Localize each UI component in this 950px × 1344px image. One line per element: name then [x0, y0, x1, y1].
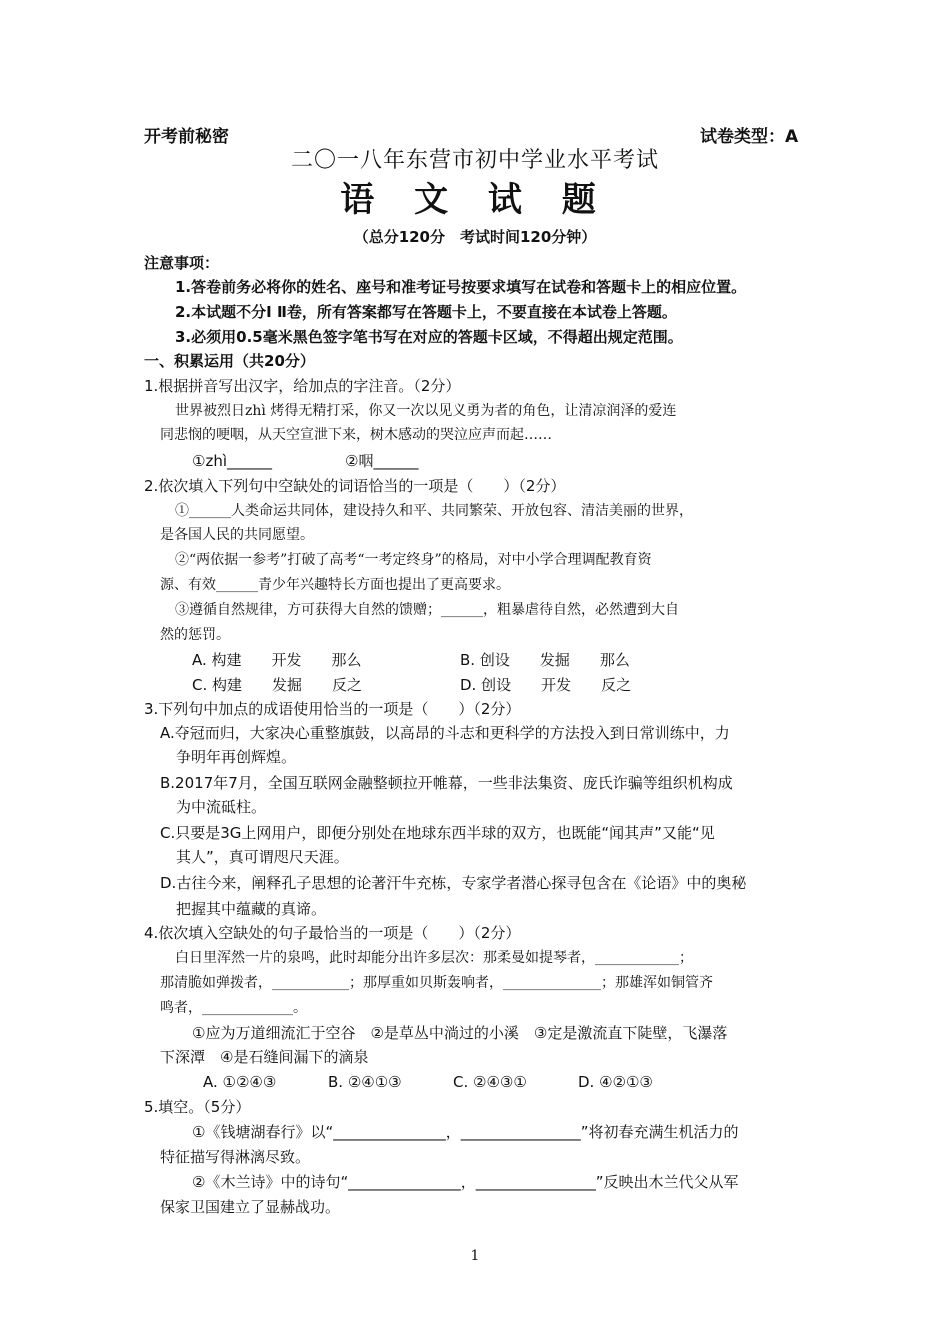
q4-text-line2: 那清脆如弹拨者，___________；那厚重如贝斯轰响者，______________；那雄浑如铜管齐 — [160, 975, 713, 991]
q4-text-line1: 白日里浑然一片的泉鸣，此时却能分出许多层次：那柔曼如提琴者，____________； — [175, 950, 693, 966]
q3-stem: 3.下列句中加点的成语使用恰当的一项是（ ）（2分） — [144, 700, 521, 718]
q2-option-c: C. 构建 发掘 反之 — [192, 676, 363, 694]
secret-label: 开考前秘密 — [144, 127, 229, 147]
q4-stem: 4.依次填入空缺处的句子最恰当的一项是（ ）（2分） — [144, 924, 521, 942]
section-heading: 一、积累运用（共20分） — [144, 352, 315, 370]
q2-sentence2-line1: ②“两依据一参考”打破了高考“一考定终身”的格局，对中小学合理调配教育资 — [175, 552, 652, 568]
q4-text-line3: 鸣者，_____________。 — [160, 1000, 307, 1016]
q1-blank-2: ②咽______ — [345, 452, 419, 470]
q5-item2-line2: 保家卫国建立了显赫战功。 — [160, 1198, 341, 1216]
q5-item2-line1: ②《木兰诗》中的诗句“_______________，________________”反映出木兰代父从军 — [192, 1173, 739, 1191]
q5-item1-line2: 特征描写得淋漓尽致。 — [160, 1148, 311, 1166]
q1-stem: 1.根据拼音写出汉字，给加点的字注音。（2分） — [144, 377, 461, 395]
q3-option-c-line1: C.只要是3G上网用户，即便分别处在地球东西半球的双方，也既能“闻其声”又能“见 — [160, 824, 715, 842]
q2-sentence1-line1: ①______人类命运共同体，建设持久和平、共同繁荣、开放包容、清洁美丽的世界， — [175, 503, 693, 519]
subject-title: 语 文 试 题 — [340, 180, 610, 220]
q5-item1-line1: ①《钱塘湖春行》以“_______________，________________”将初春充满生机活力的 — [192, 1123, 739, 1141]
q3-option-c-line2: 其人”，真可谓咫尺天涯。 — [176, 848, 349, 866]
q2-option-d: D. 创设 开发 反之 — [460, 676, 632, 694]
note-item-3: 3.必须用0.5毫米黑色签字笔书写在对应的答题卡区域，不得超出规定范围。 — [175, 328, 683, 346]
q3-option-d-line2: 把握其中蕴藏的真谛。 — [176, 900, 327, 918]
q2-option-a: A. 构建 开发 那么 — [192, 651, 362, 669]
q2-option-b: B. 创设 发掘 那么 — [460, 651, 630, 669]
note-item-1: 1.答卷前务必将你的姓名、座号和准考证号按要求填写在试卷和答题卡上的相应位置。 — [175, 278, 747, 296]
exam-title: 二〇一八年东营市初中学业水平考试 — [290, 148, 659, 173]
q4-sentences-line2: 下深潭 ④是石缝间漏下的滴泉 — [160, 1048, 369, 1066]
exam-subtitle: （总分120分 考试时间120分钟） — [353, 228, 597, 246]
q4-option-c: C. ②④③① — [453, 1073, 527, 1091]
q1-text-line1: 世界被烈日zhì 烤得无精打采，你又一次以见义勇为者的角色，让清凉润泽的爱连 — [175, 403, 677, 419]
q2-sentence2-line2: 源、有效______青少年兴趣特长方面也提出了更高要求。 — [160, 577, 510, 593]
q3-option-b-line1: B.2017年7月，全国互联网金融整顿拉开帷幕，一些非法集资、庞氏诈骗等组织机构成 — [160, 774, 733, 792]
notes-heading: 注意事项： — [144, 254, 220, 272]
q4-option-a: A. ①②④③ — [203, 1073, 277, 1091]
page-number: 1 — [470, 1248, 480, 1264]
paper-type-label: 试卷类型：A — [700, 127, 799, 147]
q1-text-line2: 同悲悯的哽咽，从天空宣泄下来，树木感动的哭泣应声而起…… — [160, 427, 552, 443]
note-item-2: 2.本试题不分Ⅰ Ⅱ卷，所有答案都写在答题卡上，不要直接在本试卷上答题。 — [175, 303, 677, 321]
q3-option-a-line1: A.夺冠而归，大家决心重整旗鼓，以高昂的斗志和更科学的方法投入到日常训练中，力 — [160, 724, 730, 742]
q4-option-b: B. ②④①③ — [328, 1073, 402, 1091]
q2-sentence1-line2: 是各国人民的共同愿望。 — [160, 527, 314, 543]
q1-blank-1: ①zhì______ — [192, 452, 272, 470]
q4-sentences-line1: ①应为万道细流汇于空谷 ②是草丛中淌过的小溪 ③定是激流直下陡壁，飞瀑落 — [192, 1024, 728, 1042]
q5-stem: 5.填空。（5分） — [144, 1098, 251, 1116]
q3-option-b-line2: 为中流砥柱。 — [176, 798, 267, 816]
q3-option-d-line1: D.古往今来，阐释孔子思想的论著汗牛充栋，专家学者潜心探寻包含在《论语》中的奥秘 — [160, 874, 747, 892]
q4-option-d: D. ④②①③ — [578, 1073, 653, 1091]
q3-option-a-line2: 争明年再创辉煌。 — [176, 748, 297, 766]
q2-stem: 2.依次填入下列句中空缺处的词语恰当的一项是（ ）（2分） — [144, 477, 566, 495]
q2-sentence3-line1: ③遵循自然规律，方可获得大自然的馈赠；______，粗暴虐待自然，必然遭到大自 — [175, 602, 679, 618]
q2-sentence3-line2: 然的惩罚。 — [160, 627, 230, 643]
